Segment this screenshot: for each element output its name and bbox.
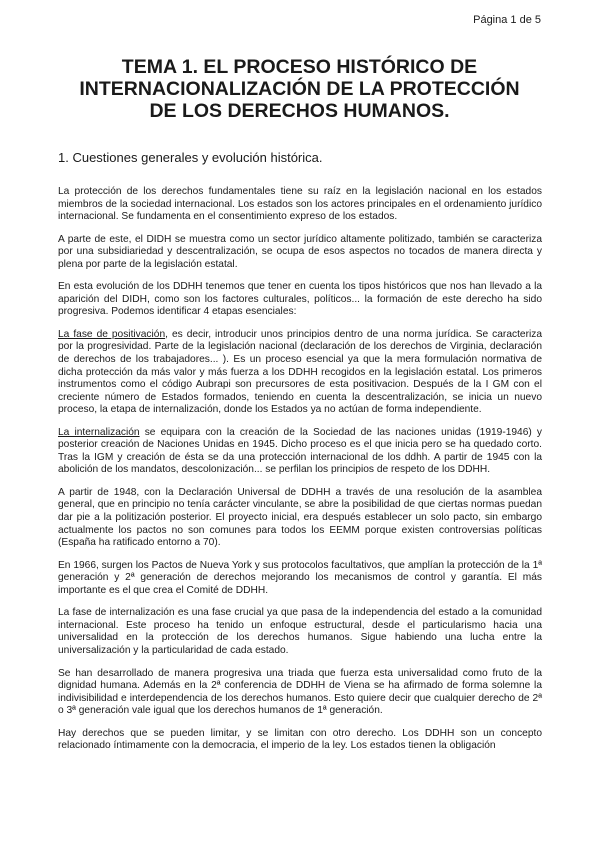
title-line-2: INTERNACIONALIZACIÓN DE LA PROTECCIÓN: [79, 78, 520, 100]
paragraph: En 1966, surgen los Pactos de Nueva York y sus protocolos facultativos, que amplían la protección de la 1ª generación y 2ª generación de derechos mejorando los mecanismos de control y garantía. El más importante es el que crea el Comité de DDHH.: [58, 559, 542, 596]
paragraph: A parte de este, el DIDH se muestra como un sector jurídico altamente politizado, también se caracteriza por una subsidiariedad y descentralización, se ocupa de esos aspectos no tocados de manera directa y plena por parte de la legislación estatal.: [58, 233, 542, 270]
paragraph-text: , es decir, introducir unos principios dentro de una norma jurídica. Se caracteriza por la progresividad. Parte de la legislación nacional (declaración de los derechos de Virginia, declaración de derechos de los trabajadores... ). Es un proceso esencial ya que la mera formulación normativa de dicha protección da más valor y más fuerza a los DDHH recogidos en la legislación estatal. Los primeros instrumentos como el código Aubrapi son precursores de esta positivacion. Después de la I GM con el creciente número de Estados formados, teniendo en cuenta la descentralización, se inicia un nuevo proceso, la etapa de internalización, donde los Estados ya no actúan de forma independiente.: [58, 328, 542, 416]
paragraph-text: se equipara con la creación de la Sociedad de las naciones unidas (1919-1946) y posterior creación de Naciones Unidas en 1945. Dicho proceso es el que inicia pero se ha quedado corto. Tras la IGM y creación de ésta se da una protección internacional de los ddhh. A partir de 1945 con la abolición de los mandatos, descolonización... se perfilan los principios de respeto de los DDHH.: [58, 426, 542, 476]
title-line-1: TEMA 1. EL PROCESO HISTÓRICO DE: [121, 56, 478, 78]
paragraph: La fase de internalización es una fase crucial ya que pasa de la independencia del estado a la comunidad internacional. Este proceso ha tenido un enfoque estructural, desde el particularismo hacia una universalidad en la protección de los derechos humanos. Sigue habiendo una lucha entre la universalización y la particularidad de cada estado.: [58, 607, 542, 656]
document-body: [58, 186, 542, 763]
title-line-3: DE LOS DERECHOS HUMANOS.: [149, 100, 450, 122]
paragraph: Hay derechos que se pueden limitar, y se limitan con otro derecho. Los DDHH son un concepto relacionado íntimamente con la democracia, el imperio de la ley. Los estados tienen la obligación: [58, 727, 542, 752]
paragraph: [58, 427, 542, 477]
paragraph: [58, 329, 542, 417]
paragraph: La protección de los derechos fundamentales tiene su raíz en la legislación nacional en los estados miembros de la sociedad internacional. Los estados son los actores principales en el ordenamiento jurídico internacional. Se fundamenta en el consentimiento expreso de los estados.: [58, 186, 542, 223]
document-title: [40, 56, 559, 122]
paragraph: En esta evolución de los DDHH tenemos que tener en cuenta los tipos históricos que nos han llevado a la aparición del DIDH, como son los factores culturales, políticos... la formación de este derecho ha sido progresiva. Podemos identificar 4 etapas esenciales:: [58, 281, 542, 318]
underlined-term: La internalización: [58, 426, 140, 438]
paragraph: A partir de 1948, con la Declaración Universal de DDHH a través de una resolución de la asamblea general, que en principio no tenía carácter vinculante, se abre la posibilidad de que ciertas normas puedan dar pie a la politización posterior. El proyecto inicial, era después establecer un solo pacto, sin embargo actualmente los pactos no son comunes para todos los EEMM porque existen controversias políticas (España ha ratificado entorno a 70).: [58, 486, 542, 549]
page-number: Página 1 de 5: [473, 14, 541, 26]
section-heading: 1. Cuestiones generales y evolución histórica.: [58, 150, 323, 165]
underlined-term: La fase de positivación: [58, 328, 166, 340]
paragraph: Se han desarrollado de manera progresiva una triada que fuerza esta universalidad como fruto de la dignidad humana. Además en la 2ª conferencia de DDHH de Viena se ha afirmado de forma solemne la indivisibilidad e interdependencia de los derechos humanos. Esto quiere decir que cualquier derecho de 2ª o 3ª generación vale igual que los derechos humanos de 1ª generación.: [58, 667, 542, 717]
